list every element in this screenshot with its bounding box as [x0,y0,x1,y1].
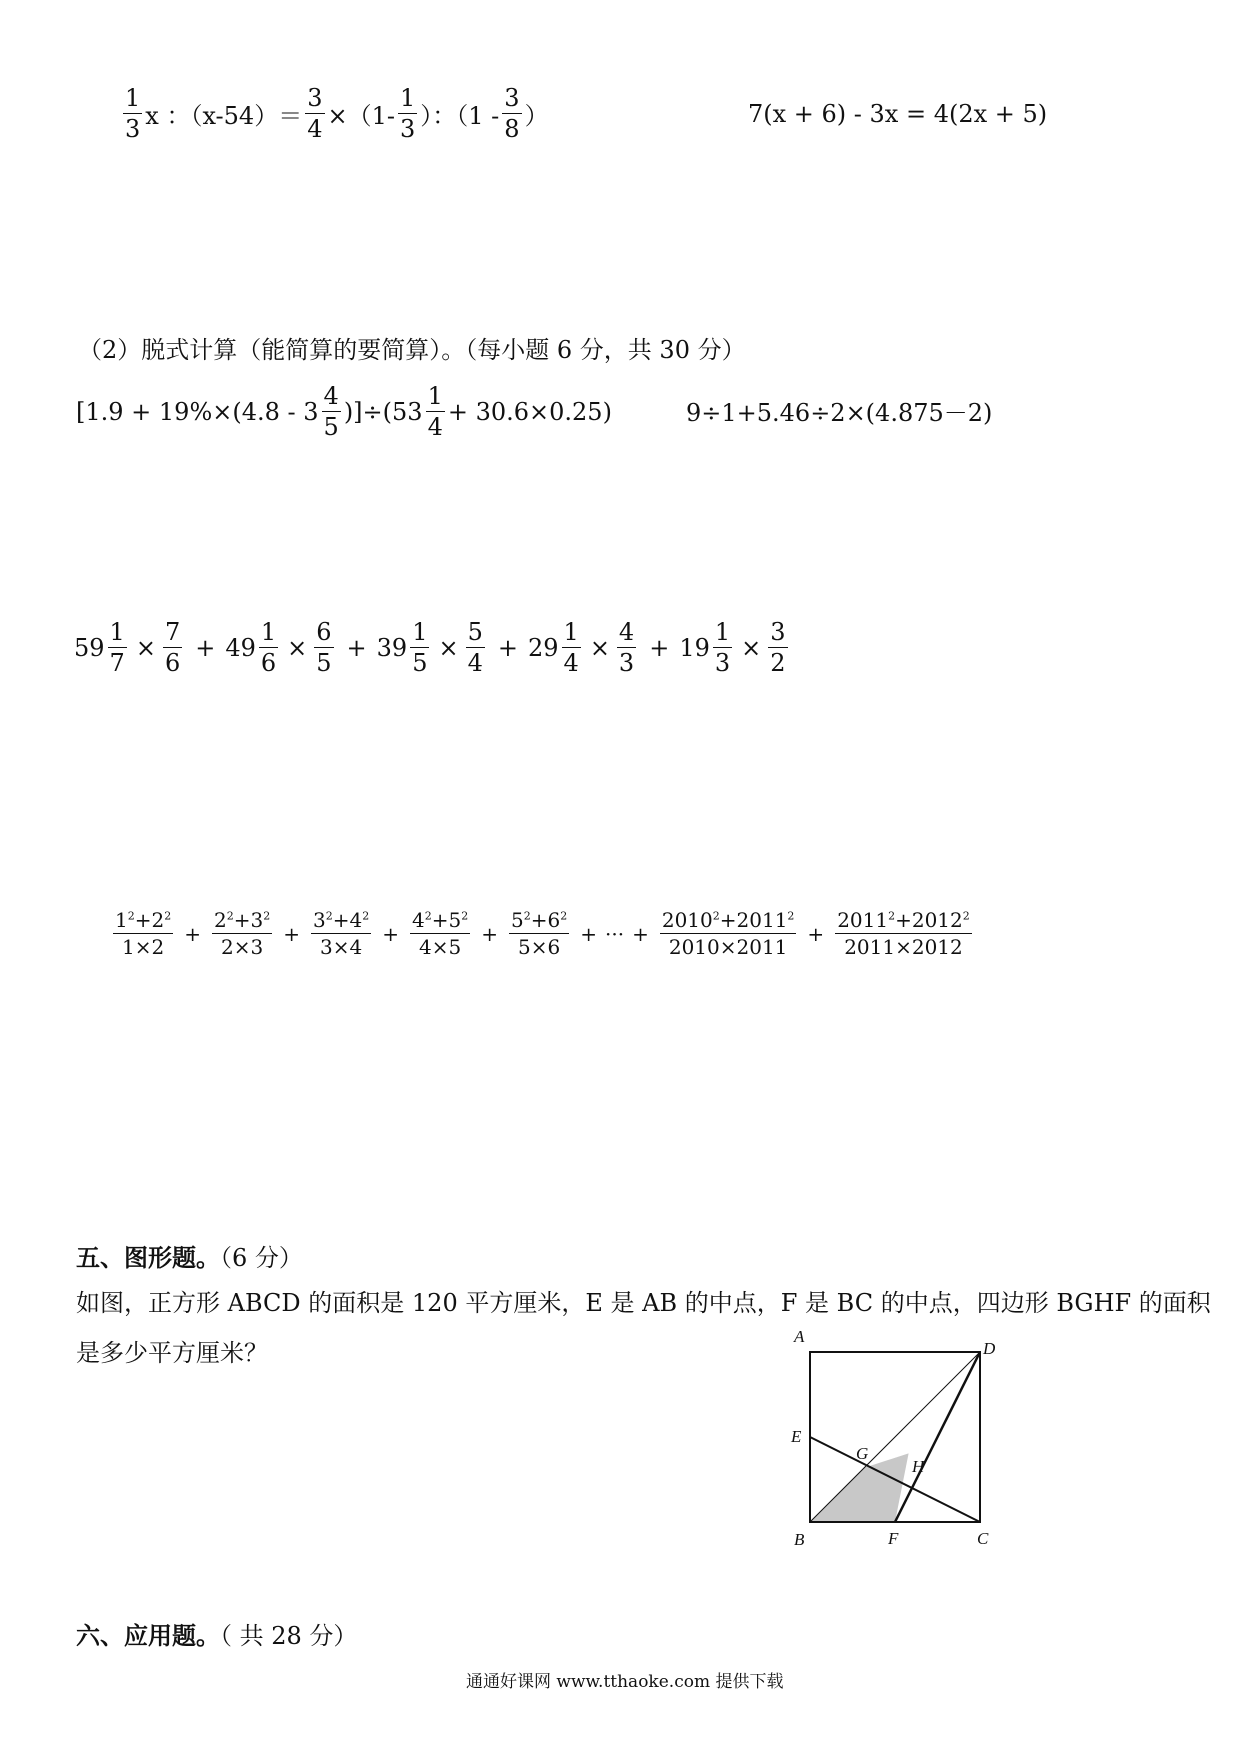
plus-sign: + [632,921,649,946]
label-e: E [791,1427,802,1446]
calc-4-fraction: $\frac{5^2+6^2}{5\times 6}$ [511,908,568,959]
plus-sign: + [382,921,399,946]
plus-sign: + [283,921,300,946]
section-2-heading: （2）脱式计算（能简算的要简算）。（每小题 6 分，共 30 分） [78,336,746,364]
label-h: H [912,1457,925,1476]
label-c: C [977,1529,989,1548]
label-f: F [888,1529,899,1548]
fraction: $\frac{1}{3}$ [125,84,141,143]
ellipsis: ··· [605,921,625,946]
calc-3-term: 19 $\frac{1}{3}$ × $\frac{3}{2}$ [679,618,786,677]
plus-sign: + [580,921,597,946]
calc-4-fraction: $\frac{2011^2+2012^2}{2011\times 2012}$ [837,908,970,959]
calc-1: [1.9 + 19%×(4.8 - 3 $\frac{4}{5}$ )]÷(53 $\frac{1}{4}$ + 30.6×0.25) [76,382,612,441]
segment-df [895,1352,980,1522]
section-6-heading: 六、应用题。（ 共 28 分） [76,1621,358,1650]
fraction: $\frac{3}{8}$ [504,84,520,143]
calc-3-term: 59 $\frac{1}{7}$ × $\frac{7}{6}$ + [74,618,216,677]
equation-2: 7(x + 6) - 3x = 4(2x + 5) [748,100,1048,128]
calc-4-fraction: $\frac{2010^2+2011^2}{2010\times 2011}$ [661,908,795,959]
equation-1: $\frac{1}{3}$ x ：（x-54）＝ $\frac{3}{4}$ ×（1- $\frac{1}{3}$ ）：（1 - $\frac{3}{8}$ ） [125,84,549,143]
section-5-question-line-1: 如图，正方形 ABCD 的面积是 120 平方厘米，E 是 AB 的中点，F 是 BC 的中点，四边形 BGHF 的面积 [76,1289,1211,1317]
fraction: $\frac{4}{5}$ [323,382,339,441]
section-5-heading: 五、图形题。（6 分） [76,1243,303,1272]
calc-3-term: 49 $\frac{1}{6}$ × $\frac{6}{5}$ + [225,618,367,677]
plus-sign: + [807,921,825,946]
label-a: A [794,1327,805,1346]
calc-3 [74,620,811,675]
plus-sign: + [481,921,498,946]
calc-3-term: 39 $\frac{1}{5}$ × $\frac{5}{4}$ + [376,618,518,677]
label-b: B [794,1530,805,1549]
calc-4-fraction: $\frac{3^2+4^2}{3\times 4}$ [313,908,370,959]
section-5-question-line-2: 是多少平方厘米？ [76,1339,268,1367]
label-g: G [856,1444,869,1463]
shaded-quadrilateral-bghf [810,1453,909,1522]
label-d: D [983,1339,996,1358]
calc-4 [110,910,975,957]
fraction: $\frac{1}{4}$ [427,382,443,441]
fraction: $\frac{1}{3}$ [400,84,416,143]
plus-sign: + [184,921,201,946]
calc-4-fraction: $\frac{2^2+3^2}{2\times 3}$ [214,908,271,959]
calc-3-term: 29 $\frac{1}{4}$ × $\frac{4}{3}$ + [527,618,670,677]
calc-4-fraction: $\frac{4^2+5^2}{4\times 5}$ [412,908,469,959]
calc-4-fraction: $\frac{1^2+2^2}{1\times 2}$ [115,908,172,959]
calc-2: 9÷1+5.46÷2×(4.875－2) [686,399,993,427]
geometry-figure [780,1320,1020,1560]
fraction: $\frac{3}{4}$ [307,84,323,143]
footer: 通通好课网 www.tthaoke.com 提供下载 [466,1672,784,1692]
